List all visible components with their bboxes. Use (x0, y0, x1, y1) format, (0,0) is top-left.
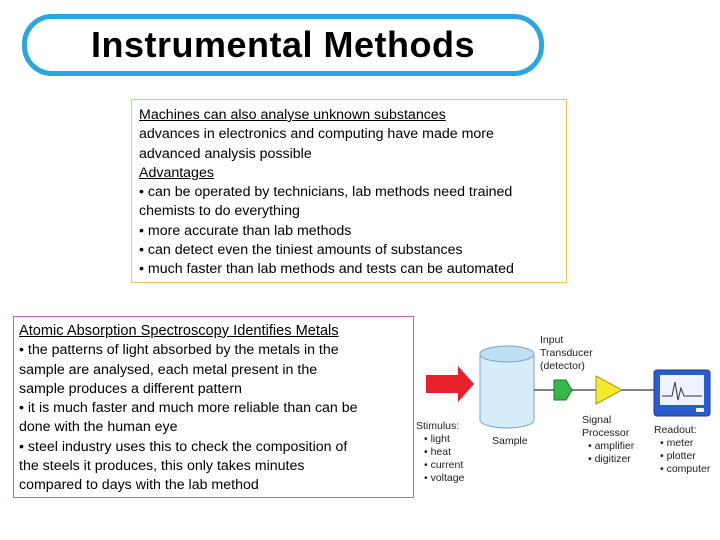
label-line: Processor (582, 427, 630, 439)
sample-label: Sample (492, 435, 528, 447)
stimulus-arrow (426, 366, 474, 402)
label-line: (detector) (540, 360, 585, 372)
sample-cylinder (480, 346, 534, 428)
box2-bullet: • the patterns of light absorbed by the metals in the (19, 342, 339, 359)
label-line: Input (540, 334, 564, 346)
readout-label (654, 424, 710, 476)
label-line: • amplifier (588, 440, 635, 452)
box1-heading: Machines can also analyse unknown substances (139, 107, 446, 123)
box2-line: the steels it produces, this only takes minutes (19, 458, 305, 475)
label-line: • plotter (660, 450, 696, 462)
label-line: Signal (582, 414, 612, 426)
box1-bullet: • much faster than lab methods and tests can be automated (139, 261, 514, 278)
box2-bullet: • it is much faster and much more reliable than can be (19, 400, 358, 417)
label-line: Transducer (540, 347, 593, 359)
label-line: • current (424, 459, 464, 471)
box1-line: advances in electronics and computing have made more (139, 126, 494, 143)
box1-bullet: • can be operated by technicians, lab methods need trained (139, 184, 513, 201)
box1-bullet: • more accurate than lab methods (139, 222, 352, 239)
box2-line: sample are analysed, each metal present in the (19, 361, 318, 378)
label-line: • digitizer (588, 453, 631, 465)
amplifier-triangle (596, 376, 622, 404)
title-banner (22, 14, 544, 76)
box2-bullet: • steel industry uses this to check the composition of (19, 438, 348, 455)
label-line: • computer (660, 463, 711, 475)
readout-monitor (654, 370, 710, 416)
label-line: • voltage (424, 472, 465, 484)
label-line: • light (424, 433, 450, 445)
box1-line: chemists to do everything (139, 203, 300, 220)
aas-textbox (13, 316, 414, 498)
box1-line: advanced analysis possible (139, 145, 312, 162)
box2-line: done with the human eye (19, 419, 178, 436)
transducer-label (540, 334, 593, 373)
instrument-diagram (412, 330, 720, 500)
label-line: • meter (660, 437, 694, 449)
transducer-shape (554, 380, 572, 400)
box2-line: sample produces a different pattern (19, 380, 242, 397)
box1-bullet: • can detect even the tiniest amounts of substances (139, 242, 463, 259)
advantages-heading: Advantages (139, 164, 214, 181)
label-line: Stimulus: (416, 420, 460, 432)
signal-processor-label (582, 414, 634, 466)
page-title: Instrumental Methods (90, 24, 476, 65)
box2-line: compared to days with the lab method (19, 477, 259, 494)
box2-heading: Atomic Absorption Spectroscopy Identifies Metals (19, 323, 339, 339)
stimulus-label (416, 420, 464, 485)
advantages-textbox (131, 99, 567, 283)
label-line: • heat (424, 446, 452, 458)
label-line: Readout: (654, 424, 697, 436)
